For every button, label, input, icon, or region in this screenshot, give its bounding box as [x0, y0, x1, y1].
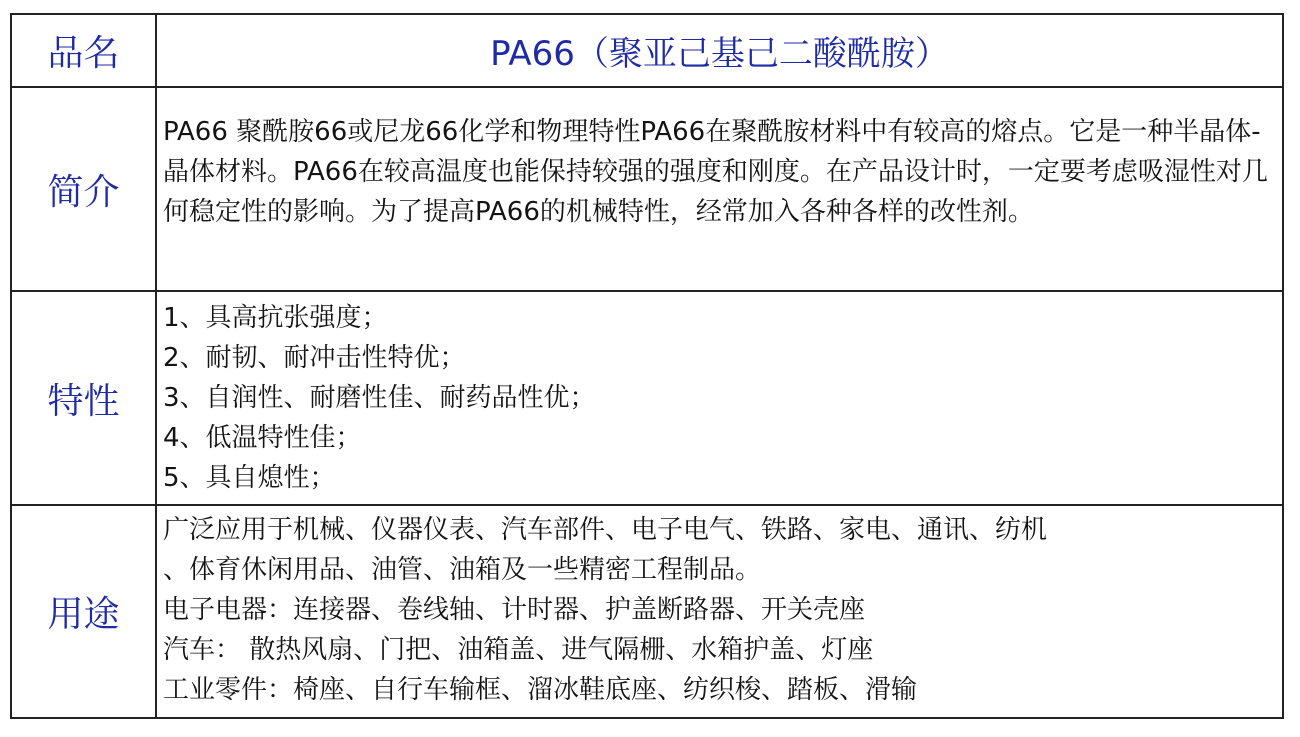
usage-label: 用途 [12, 506, 157, 717]
name-label: 品名 [12, 15, 157, 88]
name-value: PA66（聚亚己基己二酸酰胺） [157, 15, 1282, 88]
intro-label: 简介 [12, 88, 157, 292]
feature-list [157, 292, 1282, 506]
usage-line: 、体育休闲用品、油管、油箱及一些精密工程制品。 [163, 555, 762, 585]
usage-line: 汽车： 散热风扇、门把、油箱盖、进气隔栅、水箱护盖、灯座 [163, 635, 874, 665]
usage-line: 电子电器：连接器、卷线轴、计时器、护盖断路器、开关壳座 [163, 595, 866, 625]
usage-list [157, 506, 1282, 717]
feature-item: 2、耐韧、耐冲击性特优； [163, 343, 466, 373]
pa66-info-table [10, 13, 1284, 719]
feature-item: 4、低温特性佳； [163, 423, 362, 453]
feature-item: 1、具高抗张强度； [163, 303, 388, 333]
feature-item: 3、自润性、耐磨性佳、耐药品性优； [163, 383, 596, 413]
feature-label: 特性 [12, 292, 157, 506]
feature-item: 5、具自熄性； [163, 463, 336, 493]
intro-text: PA66 聚酰胺66或尼龙66化学和物理特性PA66在聚酰胺材料中有较高的熔点。它是一种半晶体-晶体材料。PA66在较高温度也能保持较强的强度和刚度。在产品设计时，一定要考虑吸湿性对几何稳定性的影响。为了提高PA66的机械特性，经常加入各种各样的改性剂。 [157, 88, 1282, 292]
usage-line: 广泛应用于机械、仪器仪表、汽车部件、电子电气、铁路、家电、通讯、纺机 [163, 515, 1048, 545]
usage-line: 工业零件：椅座、自行车输框、溜冰鞋底座、纺织梭、踏板、滑输 [163, 675, 918, 705]
